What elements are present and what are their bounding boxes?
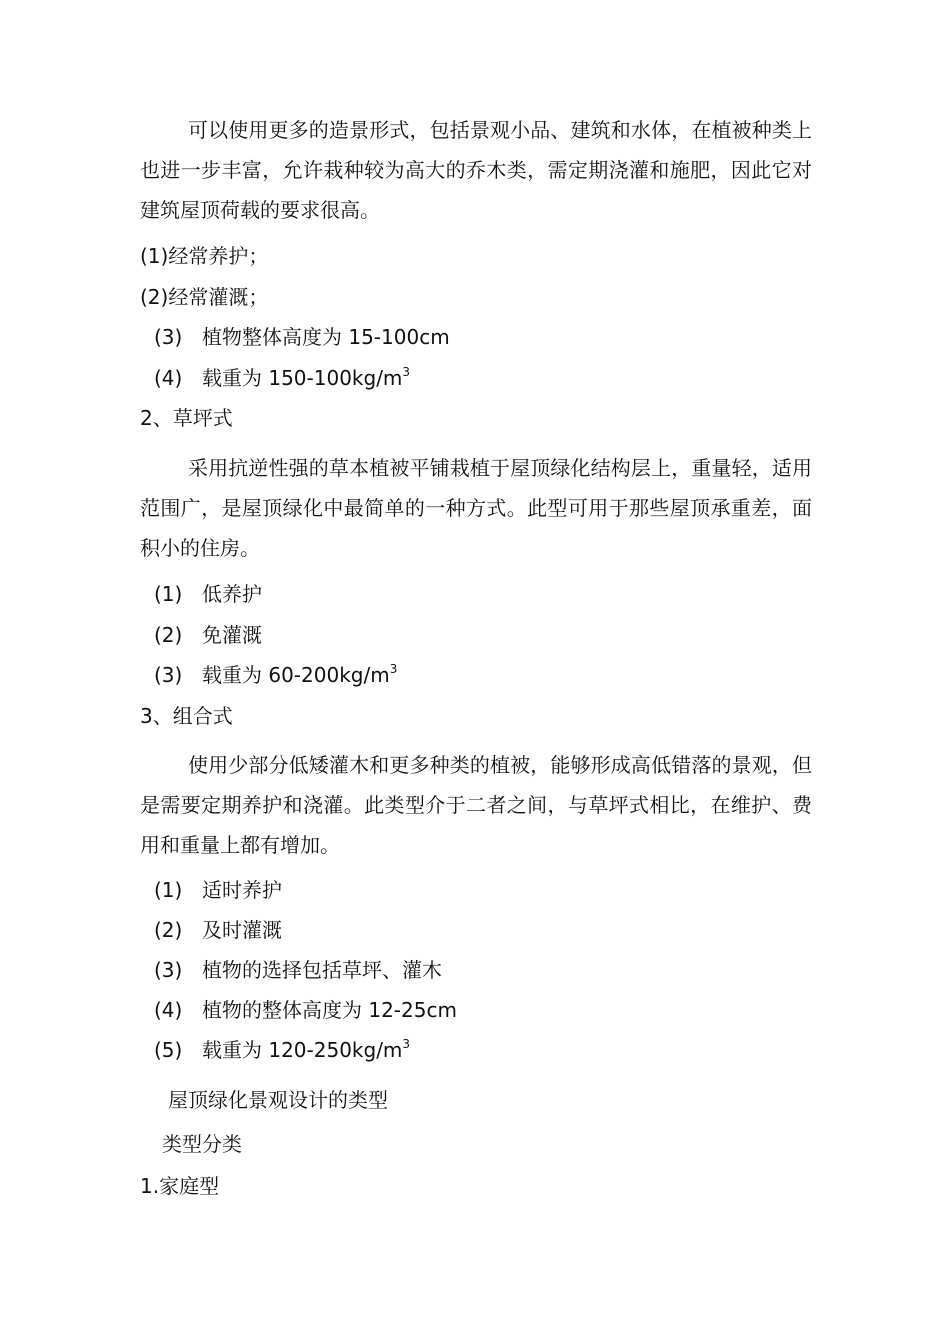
list-item-text: (2)经常灌溉； xyxy=(140,285,269,309)
list-item-text: 载重为 150-100kg/m xyxy=(202,366,403,390)
list-item xyxy=(154,364,410,392)
lawn-description-paragraph: 采用抗逆性强的草本植被平铺栽植于屋顶绿化结构层上，重量轻，适用范围广，是屋顶绿化中最简单的一种方式。此型可用于那些屋顶承重差，面积小的住房。 xyxy=(140,456,812,560)
list-item-text: 载重为 120-250kg/m xyxy=(202,1038,403,1062)
list-item xyxy=(154,876,282,904)
section-heading-combined: 3、组合式 xyxy=(140,704,233,728)
list-item-number: (4) xyxy=(154,998,183,1022)
combined-description-paragraph: 使用少部分低矮灌木和更多种类的植被，能够形成高低错落的景观，但是需要定期养护和浇灌。此类型介于二者之间，与草坪式相比，在维护、费用和重量上都有增加。 xyxy=(140,753,812,857)
list-item-text: 植物的选择包括草坪、灌木 xyxy=(202,958,442,982)
list-item-text: 植物的整体高度为 12-25cm xyxy=(202,998,457,1022)
section-heading-lawn: 2、草坪式 xyxy=(140,406,233,430)
superscript-unit: 3 xyxy=(402,1037,411,1051)
list-item-text: 低养护 xyxy=(202,582,262,606)
list-item-text: 适时养护 xyxy=(202,878,282,902)
list-item xyxy=(154,580,262,608)
list-item-number: (3) xyxy=(154,663,183,687)
list-item-text: 植物整体高度为 15-100cm xyxy=(202,325,450,349)
list-item xyxy=(154,661,397,689)
heading-classification: 类型分类 xyxy=(162,1132,242,1156)
list-item xyxy=(154,1036,410,1064)
list-item xyxy=(154,323,450,351)
heading-home-type: 1.家庭型 xyxy=(140,1174,220,1198)
list-item-number: (2) xyxy=(154,918,183,942)
list-item xyxy=(154,956,442,984)
list-item-number: (5) xyxy=(154,1038,183,1062)
heading-design-types: 屋顶绿化景观设计的类型 xyxy=(168,1088,388,1112)
list-item-text: 载重为 60-200kg/m xyxy=(202,663,390,687)
superscript-unit: 3 xyxy=(389,662,398,676)
intensive-description-paragraph: 可以使用更多的造景形式，包括景观小品、建筑和水体，在植被种类上也进一步丰富，允许栽种较为高大的乔木类，需定期浇灌和施肥，因此它对建筑屋顶荷载的要求很高。 xyxy=(140,118,812,222)
list-item-text: (1)经常养护； xyxy=(140,244,269,268)
list-item xyxy=(140,283,268,311)
list-item-number: (1) xyxy=(154,582,183,606)
list-item-number: (3) xyxy=(154,958,183,982)
list-item-text: 及时灌溉 xyxy=(202,918,282,942)
list-item xyxy=(154,916,282,944)
list-item-number: (4) xyxy=(154,366,183,390)
list-item-number: (2) xyxy=(154,623,183,647)
list-item-number: (1) xyxy=(154,878,183,902)
list-item xyxy=(154,621,262,649)
list-item-text: 免灌溉 xyxy=(202,623,262,647)
list-item xyxy=(140,242,268,270)
superscript-unit: 3 xyxy=(402,365,411,379)
list-item-number: (3) xyxy=(154,325,183,349)
list-item xyxy=(154,996,457,1024)
